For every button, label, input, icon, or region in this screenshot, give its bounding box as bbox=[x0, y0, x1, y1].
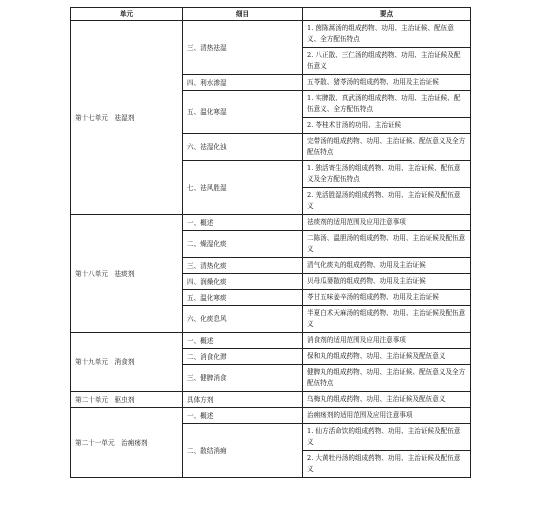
detail-cell: 四、利水渗湿 bbox=[183, 75, 303, 91]
detail-cell: 六、祛湿化浊 bbox=[183, 134, 303, 161]
table-body bbox=[71, 21, 471, 478]
point-cell: 2. 大黄牡丹汤的组成药物、功用、主治证候及配伍意义 bbox=[303, 451, 471, 478]
detail-cell: 一、概述 bbox=[183, 333, 303, 349]
point-cell: 2. 苓桂术甘汤的功用、主治证候 bbox=[303, 118, 471, 134]
detail-cell: 二、消食化滞 bbox=[183, 349, 303, 365]
point-cell: 完带汤的组成药物、功用、主治证候、配伍意义及全方配伍特点 bbox=[303, 134, 471, 161]
point-cell: 乌梅丸的组成药物、功用、主治证候及配伍意义 bbox=[303, 392, 471, 408]
detail-cell: 五、温化寒湿 bbox=[183, 91, 303, 134]
point-cell: 苓甘五味姜辛汤的组成药物、功用及主治证候 bbox=[303, 290, 471, 306]
point-cell: 1. 仙方活命饮的组成药物、功用、主治证候及配伍意义 bbox=[303, 424, 471, 451]
detail-cell: 三、清热化痰 bbox=[183, 258, 303, 274]
point-cell: 健脾丸的组成药物、功用、主治证候、配伍意义及全方配伍特点 bbox=[303, 365, 471, 392]
syllabus-sheet bbox=[70, 7, 470, 478]
detail-cell: 一、概述 bbox=[183, 408, 303, 424]
table-row bbox=[71, 392, 471, 408]
point-cell: 1. 实脾散、真武汤的组成药物、功用、主治证候、配伍意义、全方配伍特点 bbox=[303, 91, 471, 118]
point-cell: 清气化痰丸的组成药物、功用及主治证候 bbox=[303, 258, 471, 274]
detail-cell: 二、散结消痈 bbox=[183, 424, 303, 478]
point-cell: 1. 独活寄生汤的组成药物、功用、主治证候、配伍意义及全方配伍特点 bbox=[303, 161, 471, 188]
header-detail: 细目 bbox=[183, 8, 303, 21]
detail-cell: 七、祛风胜湿 bbox=[183, 161, 303, 215]
point-cell: 消食剂的适用范围及应用注意事项 bbox=[303, 333, 471, 349]
header-row bbox=[71, 8, 471, 21]
unit-cell: 第二十单元 驱虫剂 bbox=[71, 392, 183, 408]
detail-cell: 三、健脾消食 bbox=[183, 365, 303, 392]
table-row bbox=[71, 215, 471, 231]
detail-cell: 具体方剂 bbox=[183, 392, 303, 408]
detail-cell: 一、概述 bbox=[183, 215, 303, 231]
point-cell: 二陈汤、温胆汤的组成药物、功用、主治证候及配伍意义 bbox=[303, 231, 471, 258]
unit-cell: 第二十一单元 治痈疡剂 bbox=[71, 408, 183, 478]
unit-cell: 第十八单元 祛痰剂 bbox=[71, 215, 183, 333]
detail-cell: 六、化痰息风 bbox=[183, 306, 303, 333]
point-cell: 治痈疡剂的适用范围及应用注意事项 bbox=[303, 408, 471, 424]
point-cell: 保和丸的组成药物、功用、主治证候及配伍意义 bbox=[303, 349, 471, 365]
header-unit: 单元 bbox=[71, 8, 183, 21]
point-cell: 半夏白术天麻汤的组成药物、功用、主治证候及配伍意义 bbox=[303, 306, 471, 333]
table-row bbox=[71, 21, 471, 48]
point-cell: 2. 羌活胜湿汤的组成药物、功用、主治证候及配伍意义 bbox=[303, 188, 471, 215]
detail-cell: 五、温化寒痰 bbox=[183, 290, 303, 306]
point-cell: 1. 茵陈蒿汤的组成药物、功用、主治证候、配伍意义、全方配伍特点 bbox=[303, 21, 471, 48]
detail-cell: 四、润燥化痰 bbox=[183, 274, 303, 290]
unit-cell: 第十九单元 消食剂 bbox=[71, 333, 183, 392]
point-cell: 祛痰剂的适用范围及应用注意事项 bbox=[303, 215, 471, 231]
detail-cell: 三、清热祛湿 bbox=[183, 21, 303, 75]
point-cell: 2. 八正散、三仁汤的组成药物、功用、主治证候及配伍意义 bbox=[303, 48, 471, 75]
header-point: 要点 bbox=[303, 8, 471, 21]
table-row bbox=[71, 333, 471, 349]
point-cell: 贝母瓜蒌散的组成药物、功用及主治证候 bbox=[303, 274, 471, 290]
unit-cell: 第十七单元 祛湿剂 bbox=[71, 21, 183, 215]
point-cell: 五苓散、猪苓汤的组成药物、功用及主治证候 bbox=[303, 75, 471, 91]
detail-cell: 二、燥湿化痰 bbox=[183, 231, 303, 258]
syllabus-table bbox=[70, 7, 471, 478]
table-row bbox=[71, 408, 471, 424]
